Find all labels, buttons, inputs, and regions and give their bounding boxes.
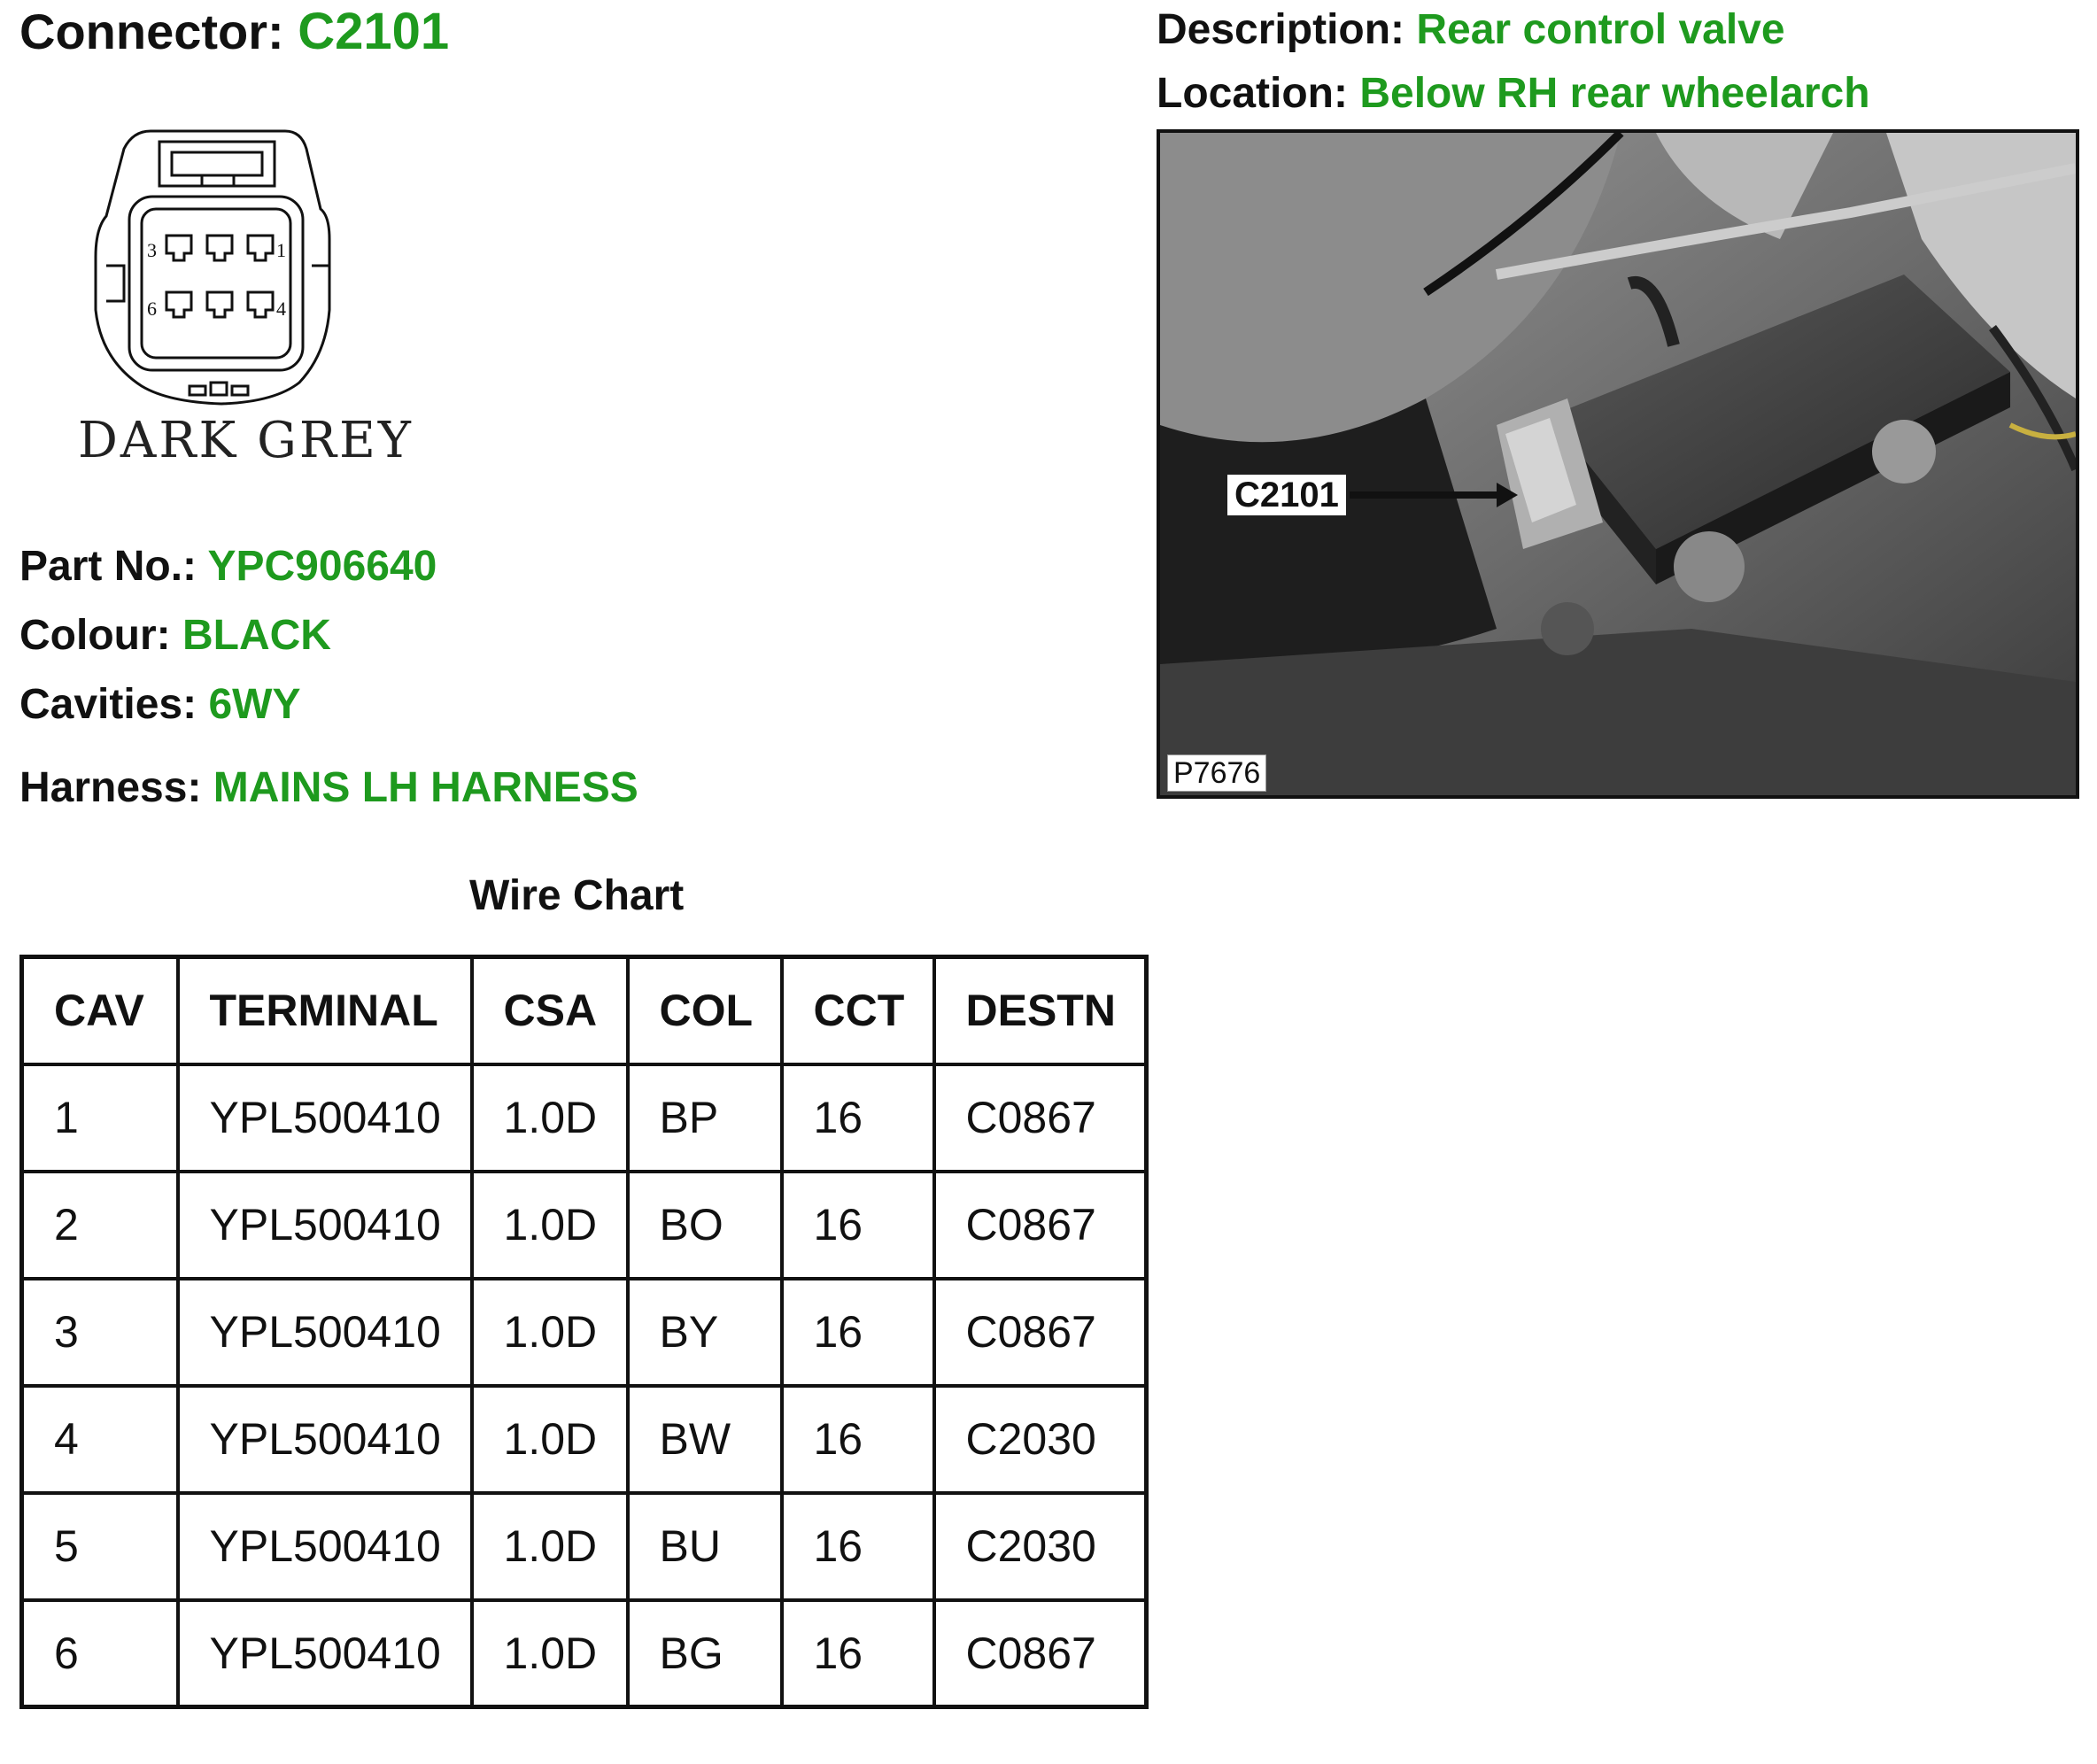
cell-cct: 16	[782, 1064, 934, 1172]
wire-chart-title: Wire Chart	[469, 872, 685, 919]
cell-col: BU	[628, 1493, 782, 1600]
cell-cav: 3	[22, 1279, 178, 1386]
table-row	[22, 1600, 1147, 1707]
photo-illustration	[1160, 133, 2076, 795]
part-number-value: YPC906640	[207, 543, 437, 590]
cell-col: BO	[628, 1172, 782, 1279]
header-csa: CSA	[472, 957, 628, 1064]
cell-terminal: YPL500410	[178, 1493, 472, 1600]
harness-value: MAINS LH HARNESS	[213, 764, 638, 811]
description-line	[1157, 5, 1785, 54]
cell-cav: 2	[22, 1172, 178, 1279]
cavities-label: Cavities:	[19, 681, 197, 728]
cell-terminal: YPL500410	[178, 1279, 472, 1386]
cell-csa: 1.0D	[472, 1386, 628, 1493]
cell-cav: 6	[22, 1600, 178, 1707]
header-terminal: TERMINAL	[178, 957, 472, 1064]
cell-terminal: YPL500410	[178, 1386, 472, 1493]
cell-cct: 16	[782, 1386, 934, 1493]
cell-col: BY	[628, 1279, 782, 1386]
description-value: Rear control valve	[1416, 6, 1785, 53]
harness-label: Harness:	[19, 764, 202, 811]
pin-number-4: 4	[276, 298, 286, 320]
cell-col: BG	[628, 1600, 782, 1707]
part-number-line	[19, 542, 437, 591]
cavities-line	[19, 680, 300, 729]
cell-cav: 4	[22, 1386, 178, 1493]
cell-csa: 1.0D	[472, 1493, 628, 1600]
connector-colour-label: DARK GREY	[78, 412, 414, 469]
cell-destn: C0867	[934, 1279, 1147, 1386]
header-cav: CAV	[22, 957, 178, 1064]
table-row	[22, 1386, 1147, 1493]
cell-cav: 1	[22, 1064, 178, 1172]
cell-terminal: YPL500410	[178, 1064, 472, 1172]
cell-terminal: YPL500410	[178, 1600, 472, 1707]
part-number-label: Part No.:	[19, 543, 197, 590]
cell-cct: 16	[782, 1172, 934, 1279]
pin-number-6: 6	[147, 298, 157, 320]
header-destn: DESTN	[934, 957, 1147, 1064]
connector-label: Connector:	[19, 4, 284, 59]
table-row	[22, 1172, 1147, 1279]
colour-value: BLACK	[182, 612, 331, 659]
location-line	[1157, 69, 1870, 118]
cell-cct: 16	[782, 1493, 934, 1600]
location-label: Location:	[1157, 70, 1348, 117]
header-cct: CCT	[782, 957, 934, 1064]
cell-destn: C0867	[934, 1064, 1147, 1172]
connector-face-diagram	[89, 124, 390, 425]
cavities-value: 6WY	[208, 681, 301, 728]
cell-cav: 5	[22, 1493, 178, 1600]
location-value: Below RH rear wheelarch	[1359, 70, 1870, 117]
pin-number-3: 3	[147, 239, 157, 261]
table-header-row	[22, 957, 1147, 1064]
cell-destn: C2030	[934, 1493, 1147, 1600]
pin-number-1: 1	[276, 239, 286, 261]
photo-callout-label: C2101	[1227, 475, 1346, 515]
table-row	[22, 1493, 1147, 1600]
cell-cct: 16	[782, 1279, 934, 1386]
location-photo	[1157, 129, 2079, 799]
cell-csa: 1.0D	[472, 1600, 628, 1707]
cell-csa: 1.0D	[472, 1279, 628, 1386]
cell-terminal: YPL500410	[178, 1172, 472, 1279]
connector-heading	[19, 2, 449, 61]
harness-line	[19, 763, 638, 812]
photo-reference: P7676	[1167, 754, 1266, 792]
colour-label: Colour:	[19, 612, 171, 659]
cell-destn: C0867	[934, 1172, 1147, 1279]
cell-cct: 16	[782, 1600, 934, 1707]
cell-col: BW	[628, 1386, 782, 1493]
table-row	[22, 1279, 1147, 1386]
cell-col: BP	[628, 1064, 782, 1172]
header-col: COL	[628, 957, 782, 1064]
connector-value: C2101	[298, 3, 450, 60]
description-label: Description:	[1157, 6, 1405, 53]
cell-csa: 1.0D	[472, 1064, 628, 1172]
cell-destn: C0867	[934, 1600, 1147, 1707]
cell-destn: C2030	[934, 1386, 1147, 1493]
table-row	[22, 1064, 1147, 1172]
colour-line	[19, 611, 331, 660]
wire-chart-table	[19, 955, 1149, 1709]
cell-csa: 1.0D	[472, 1172, 628, 1279]
photo-callout-arrow	[1350, 491, 1500, 499]
